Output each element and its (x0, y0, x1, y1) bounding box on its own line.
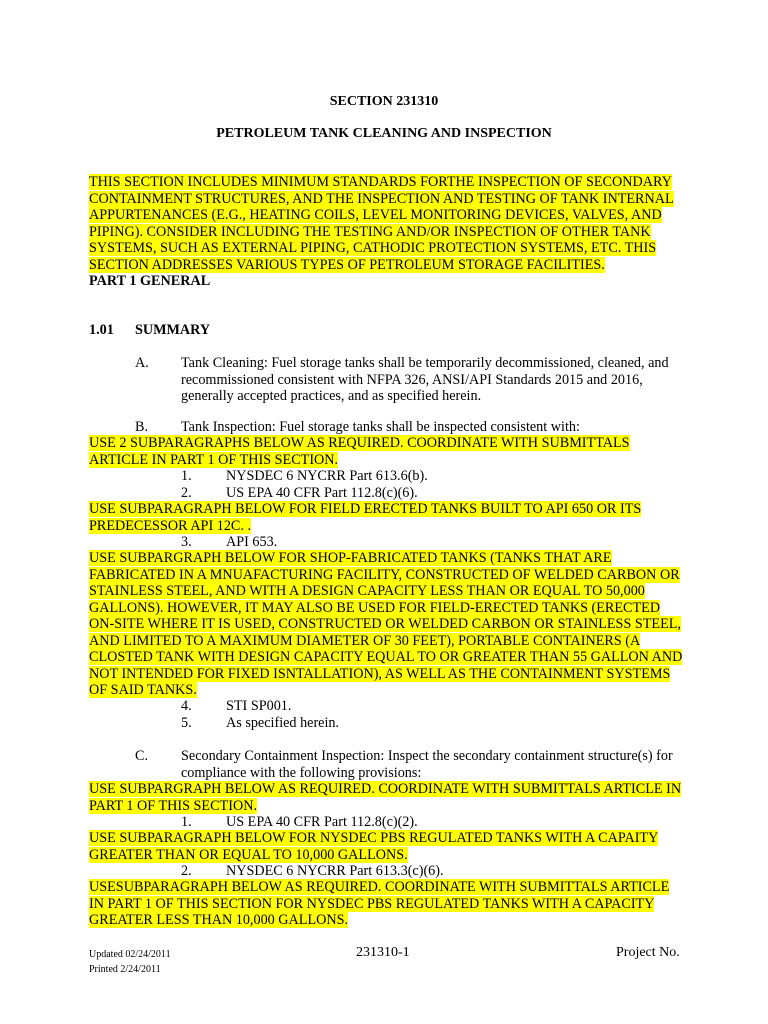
editor-note (89, 550, 689, 699)
note-line: USE SUBPARAGRAPH BELOW FOR NYSDEC PBS REGULATED TANKS WITH A CAPAITY (89, 830, 659, 846)
paragraph-line: compliance with the following provisions: (181, 764, 422, 781)
paragraph-line: generally accepted practices, and as specified herein. (181, 388, 482, 404)
note-line: IN PART 1 OF THIS SECTION FOR NYSDEC PBS REGULATED TANKS WITH A CAPACITY (89, 895, 655, 912)
editor-note (89, 435, 689, 468)
note-line: GREATER THAN OR EQUAL TO 10,000 GALLONS. (89, 846, 408, 863)
footer-project-number: Project No. (616, 945, 680, 960)
note-line: USE 2 SUBPARAGRAPHS BELOW AS REQUIRED. COORDINATE WITH SUBMITTALS (89, 435, 630, 451)
note-line: OF SAID TANKS. (89, 682, 197, 698)
item-text: STI SP001. (226, 698, 292, 714)
note-line: USE SUBPARAGRAPH BELOW FOR FIELD ERECTED TANKS BUILT TO API 650 OR ITS (89, 501, 642, 517)
footer-page-number: 231310-1 (356, 945, 410, 960)
editor-note (89, 501, 689, 534)
note-line: CONTAINMENT STRUCTURES, AND THE INSPECTION AND TESTING OF TANK INTERNAL (89, 190, 674, 207)
item-number: 1. (181, 468, 192, 484)
paragraph-line: Tank Cleaning: Fuel storage tanks shall be temporarily decommissioned, cleaned, and (181, 355, 669, 371)
item-number: 4. (181, 698, 192, 714)
note-line: THIS SECTION INCLUDES MINIMUM STANDARDS FORTHE INSPECTION OF SECONDARY (89, 174, 672, 190)
note-line: SYSTEMS, SUCH AS EXTERNAL PIPING, CATHODIC PROTECTION SYSTEMS, ETC. THIS (89, 240, 657, 256)
paragraph-text (181, 355, 681, 405)
editor-note (89, 781, 689, 814)
document-title: PETROLEUM TANK CLEANING AND INSPECTION (216, 126, 552, 141)
item-number: 5. (181, 715, 192, 731)
note-line: GALLONS). HOWEVER, IT MAY ALSO BE USED FOR FIELD-ERECTED TANKS (ERECTED (89, 599, 661, 616)
footer-updated-date: Updated 02/24/2011 (89, 949, 171, 960)
item-number: 2. (181, 863, 192, 879)
paragraph-letter: C. (135, 748, 149, 764)
item-text: US EPA 40 CFR Part 112.8(c)(2). (226, 814, 418, 830)
editor-note (89, 830, 689, 863)
note-line: PIPING). CONSIDER INCLUDING THE TESTING AND/OR INSPECTION OF OTHER TANK (89, 223, 651, 240)
note-line: AND LIMITED TO A MAXIMUM DIAMETER OF 30 FEET), PORTABLE CONTAINERS (A (89, 632, 641, 649)
editor-note-intro (89, 174, 689, 273)
editor-note (89, 879, 689, 929)
note-line: ON-SITE WHERE IT IS USED, CONSTRUCTED OR WELDED CARBON OR STAINLESS STEEL, (89, 616, 681, 632)
paragraph-letter: A. (135, 355, 149, 371)
article-title: SUMMARY (135, 322, 211, 338)
item-number: 2. (181, 485, 192, 501)
note-line: USE SUBPARGRAPH BELOW AS REQUIRED. COORDINATE WITH SUBMITTALS ARTICLE IN (89, 781, 682, 797)
section-number: SECTION 231310 (329, 94, 439, 109)
note-line: SECTION ADDRESSES VARIOUS TYPES OF PETROLEUM STORAGE FACILITIES. (89, 256, 605, 273)
note-line: CLOSTED TANK WITH DESIGN CAPACITY EQUAL TO OR GREATER THAN 55 GALLON AND (89, 649, 683, 665)
note-line: USESUBPARAGRAPH BELOW AS REQUIRED. COORDINATE WITH SUBMITTALS ARTICLE (89, 879, 670, 895)
item-text: API 653. (226, 534, 278, 550)
note-line: NOT INTENDED FOR FIXED ISNTALLATION), AS WELL AS THE CONTAINMENT SYSTEMS (89, 665, 671, 682)
note-line: USE SUBPARGRAPH BELOW FOR SHOP-FABRICATED TANKS (TANKS THAT ARE (89, 550, 612, 566)
paragraph-text (181, 748, 681, 781)
item-text: US EPA 40 CFR Part 112.8(c)(6). (226, 485, 418, 501)
note-line: PREDECESSOR API 12C. . (89, 517, 252, 534)
note-line: ARTICLE IN PART 1 OF THIS SECTION. (89, 451, 339, 468)
note-line: PART 1 OF THIS SECTION. (89, 797, 257, 814)
part-heading: PART 1 GENERAL (89, 273, 211, 289)
paragraph-line: Secondary Containment Inspection: Inspect the secondary containment structure(s) for (181, 748, 673, 764)
article-number: 1.01 (89, 322, 114, 338)
footer-printed-date: Printed 2/24/2011 (89, 964, 161, 975)
item-text: NYSDEC 6 NYCRR Part 613.6(b). (226, 468, 428, 484)
item-number: 1. (181, 814, 192, 830)
item-text: NYSDEC 6 NYCRR Part 613.3(c)(6). (226, 863, 444, 879)
note-line: STAINLESS STEEL, AND WITH A DESIGN CAPACITY LESS THAN OR EQUAL TO 50,000 (89, 583, 645, 599)
paragraph-text: Tank Inspection: Fuel storage tanks shall be inspected consistent with: (181, 419, 580, 435)
note-line: APPURTENANCES (E.G., HEATING COILS, LEVEL MONITORING DEVICES, VALVES, AND (89, 207, 662, 223)
item-number: 3. (181, 534, 192, 550)
paragraph-letter: B. (135, 419, 149, 435)
note-line: FABRICATED IN A MNUAFACTURING FACILITY, CONSTRUCTED OF WELDED CARBON OR (89, 566, 680, 583)
paragraph-line: recommissioned consistent with NFPA 326, ANSI/API Standards 2015 and 2016, (181, 371, 643, 388)
note-line: GREATER LESS THAN 10,000 GALLONS. (89, 912, 349, 928)
item-text: As specified herein. (226, 715, 340, 731)
